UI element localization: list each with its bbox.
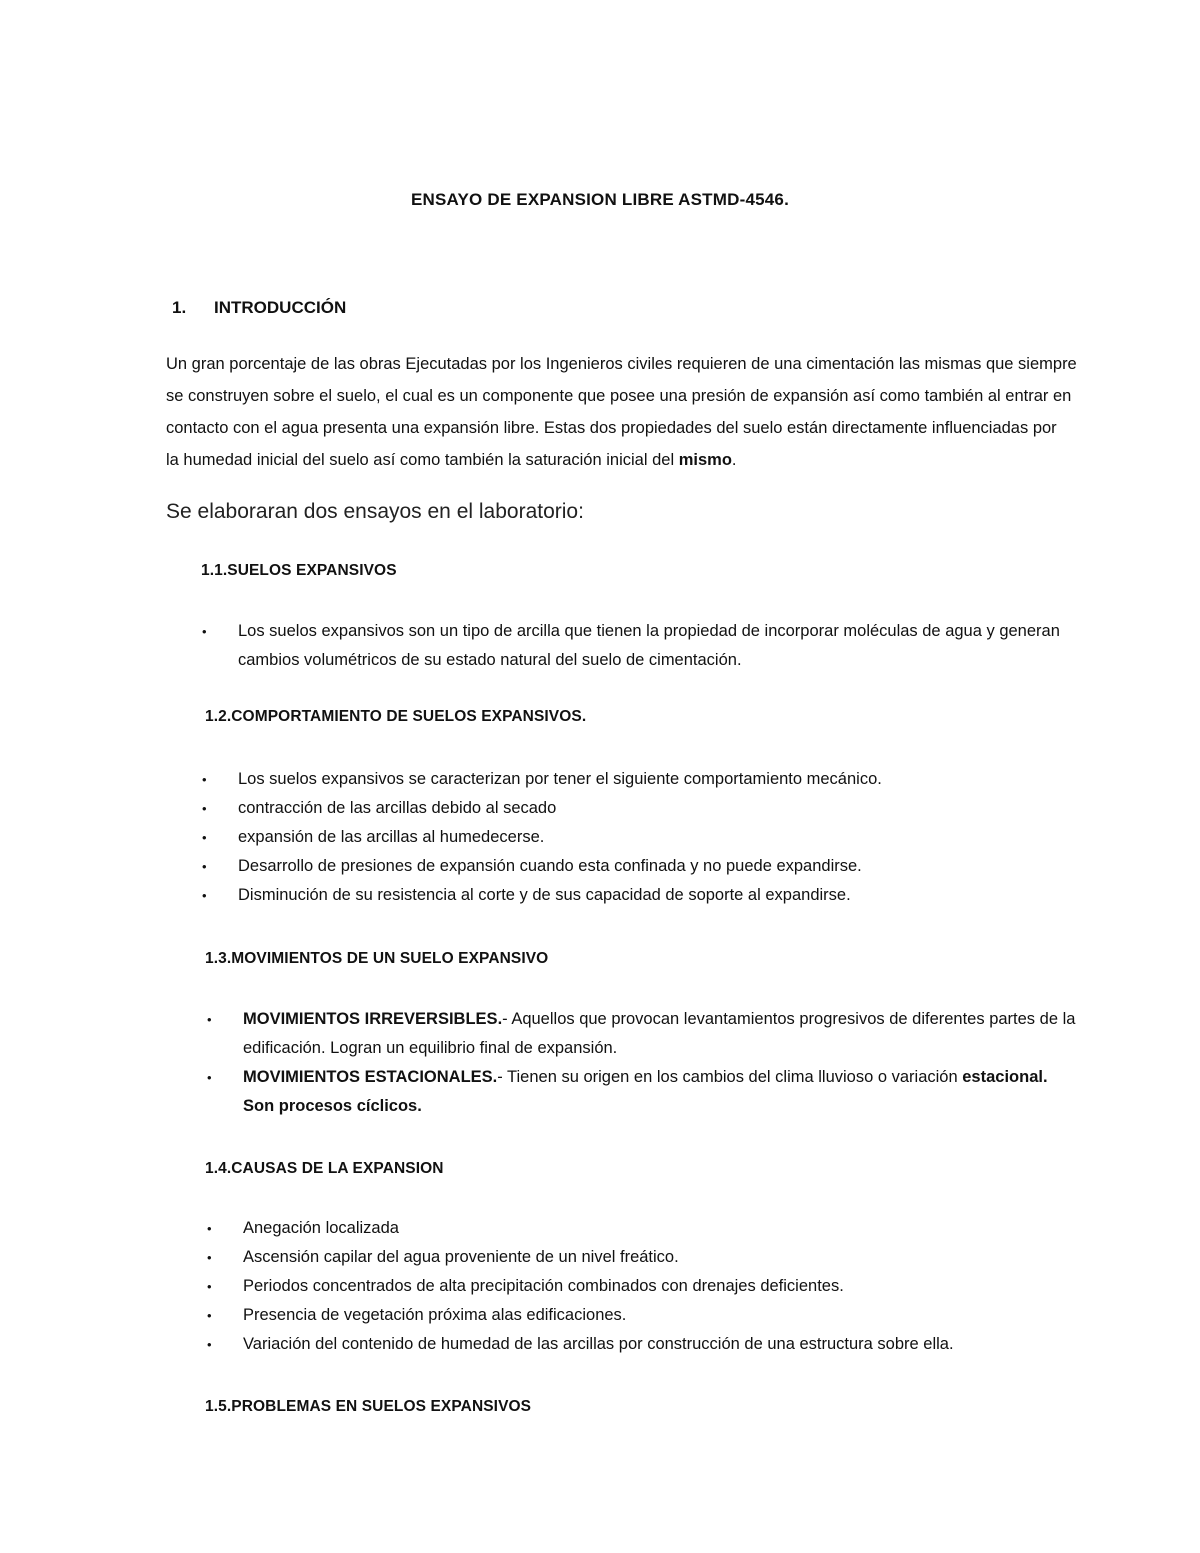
section-1-1-title: SUELOS EXPANSIVOS xyxy=(227,562,397,579)
section-1-3-heading xyxy=(205,950,548,968)
bullet-icon: • xyxy=(207,1279,212,1294)
intro-line-4-tail: . xyxy=(731,451,737,469)
bullet-icon: • xyxy=(202,859,207,874)
section-1-2-number: 1.2. xyxy=(205,708,232,725)
bullet-icon: • xyxy=(207,1337,212,1352)
intro-line-1: Un gran porcentaje de las obras Ejecutadas por los Ingenieros civiles requieren de una cimentación las mismas que siempre xyxy=(166,355,1077,373)
list-item xyxy=(200,852,882,881)
bullet-icon: • xyxy=(202,624,207,639)
section-1-4-heading xyxy=(205,1160,444,1178)
section-1-5-number: 1.5. xyxy=(205,1398,232,1415)
section-1-3-number: 1.3. xyxy=(205,950,232,967)
section-1-5-heading xyxy=(205,1398,531,1416)
list-item-text: Periodos concentrados de alta precipitación combinados con drenajes deficientes. xyxy=(243,1277,844,1295)
list-item xyxy=(205,1301,954,1330)
bullet-icon: • xyxy=(202,888,207,903)
document-title: ENSAYO DE EXPANSION LIBRE ASTMD-4546. xyxy=(410,190,790,209)
intro-heading-text: INTRODUCCIÓN xyxy=(214,298,347,317)
intro-heading xyxy=(172,298,346,318)
section-1-3-list xyxy=(205,1005,1075,1121)
list-item-line-1: Los suelos expansivos son un tipo de arcilla que tienen la propiedad de incorporar moléculas de agua y generan xyxy=(238,622,1060,640)
intro-bold-word: mismo xyxy=(678,451,732,469)
list-item-text: Los suelos expansivos se caracterizan por tener el siguiente comportamiento mecánico. xyxy=(238,770,882,788)
bullet-icon: • xyxy=(207,1070,212,1085)
list-item xyxy=(200,881,882,910)
intro-line-2: se construyen sobre el suelo, el cual es un componente que posee una presión de expansión así como también al entrar en xyxy=(166,387,1072,405)
intro-line-4-text: la humedad inicial del suelo así como también la saturación inicial del xyxy=(166,451,675,469)
list-item-bold-lead: MOVIMIENTOS IRREVERSIBLES. xyxy=(243,1010,503,1028)
section-1-2-heading xyxy=(205,708,586,726)
bullet-icon: • xyxy=(202,830,207,845)
bullet-icon: • xyxy=(207,1250,212,1265)
section-1-2-list xyxy=(200,765,882,910)
list-item xyxy=(205,1063,1075,1121)
list-item-text: contracción de las arcillas debido al secado xyxy=(238,799,557,817)
section-1-4-title: CAUSAS DE LA EXPANSION xyxy=(231,1160,444,1177)
section-1-1-number: 1.1. xyxy=(201,562,228,579)
section-1-1-heading xyxy=(201,562,397,580)
section-1-4-number: 1.4. xyxy=(205,1160,232,1177)
list-item-text: Ascensión capilar del agua proveniente de un nivel freático. xyxy=(243,1248,679,1266)
intro-line-4 xyxy=(166,444,1036,476)
list-item xyxy=(205,1005,1075,1063)
list-item-text: Disminución de su resistencia al corte y de sus capacidad de soporte al expandirse. xyxy=(238,886,851,904)
list-item-line-2: cambios volumétricos de su estado natural del suelo de cimentación. xyxy=(238,651,742,669)
list-item-line-1 xyxy=(243,1063,1075,1092)
list-item-line-2: Son procesos cíclicos. xyxy=(243,1097,422,1115)
bullet-icon: • xyxy=(207,1308,212,1323)
list-item xyxy=(205,1214,954,1243)
list-item xyxy=(205,1272,954,1301)
bullet-icon: • xyxy=(207,1012,212,1027)
list-item-line-2: edificación. Logran un equilibrio final de expansión. xyxy=(243,1039,618,1057)
section-1-3-title: MOVIMIENTOS DE UN SUELO EXPANSIVO xyxy=(231,950,549,967)
list-item xyxy=(205,1330,954,1359)
section-1-1-list xyxy=(200,617,1060,675)
bullet-icon: • xyxy=(202,772,207,787)
bullet-icon: • xyxy=(202,801,207,816)
list-item-text: Presencia de vegetación próxima alas edificaciones. xyxy=(243,1306,627,1324)
list-item-text: Desarrollo de presiones de expansión cuando esta confinada y no puede expandirse. xyxy=(238,857,862,875)
list-item-bold-lead: MOVIMIENTOS ESTACIONALES. xyxy=(243,1068,498,1086)
list-item xyxy=(200,823,882,852)
intro-line-3: contacto con el agua presenta una expansión libre. Estas dos propiedades del suelo están directamente influenciadas por xyxy=(166,419,1057,437)
list-item-text: expansión de las arcillas al humedecerse. xyxy=(238,828,545,846)
section-1-2-title: COMPORTAMIENTO DE SUELOS EXPANSIVOS. xyxy=(231,708,587,725)
list-item-text: Anegación localizada xyxy=(243,1219,399,1237)
lead-sentence: Se elaboraran dos ensayos en el laboratorio: xyxy=(166,500,584,523)
list-item xyxy=(200,617,1060,675)
intro-paragraph xyxy=(166,348,1077,476)
list-item-rest: - Aquellos que provocan levantamientos progresivos de diferentes partes de la xyxy=(502,1010,1076,1028)
list-item xyxy=(205,1243,954,1272)
list-item xyxy=(200,765,882,794)
list-item xyxy=(200,794,882,823)
section-1-5-title: PROBLEMAS EN SUELOS EXPANSIVOS xyxy=(231,1398,532,1415)
list-item-rest: - Tienen su origen en los cambios del clima lluvioso o variación xyxy=(497,1068,958,1086)
bullet-icon: • xyxy=(207,1221,212,1236)
list-item-bold-tail: estacional. xyxy=(962,1068,1048,1086)
section-1-4-list xyxy=(205,1214,954,1359)
list-item-line-1 xyxy=(243,1005,1075,1034)
list-item-text: Variación del contenido de humedad de las arcillas por construcción de una estructura sobre ella. xyxy=(243,1335,954,1353)
intro-number: 1. xyxy=(172,298,187,317)
